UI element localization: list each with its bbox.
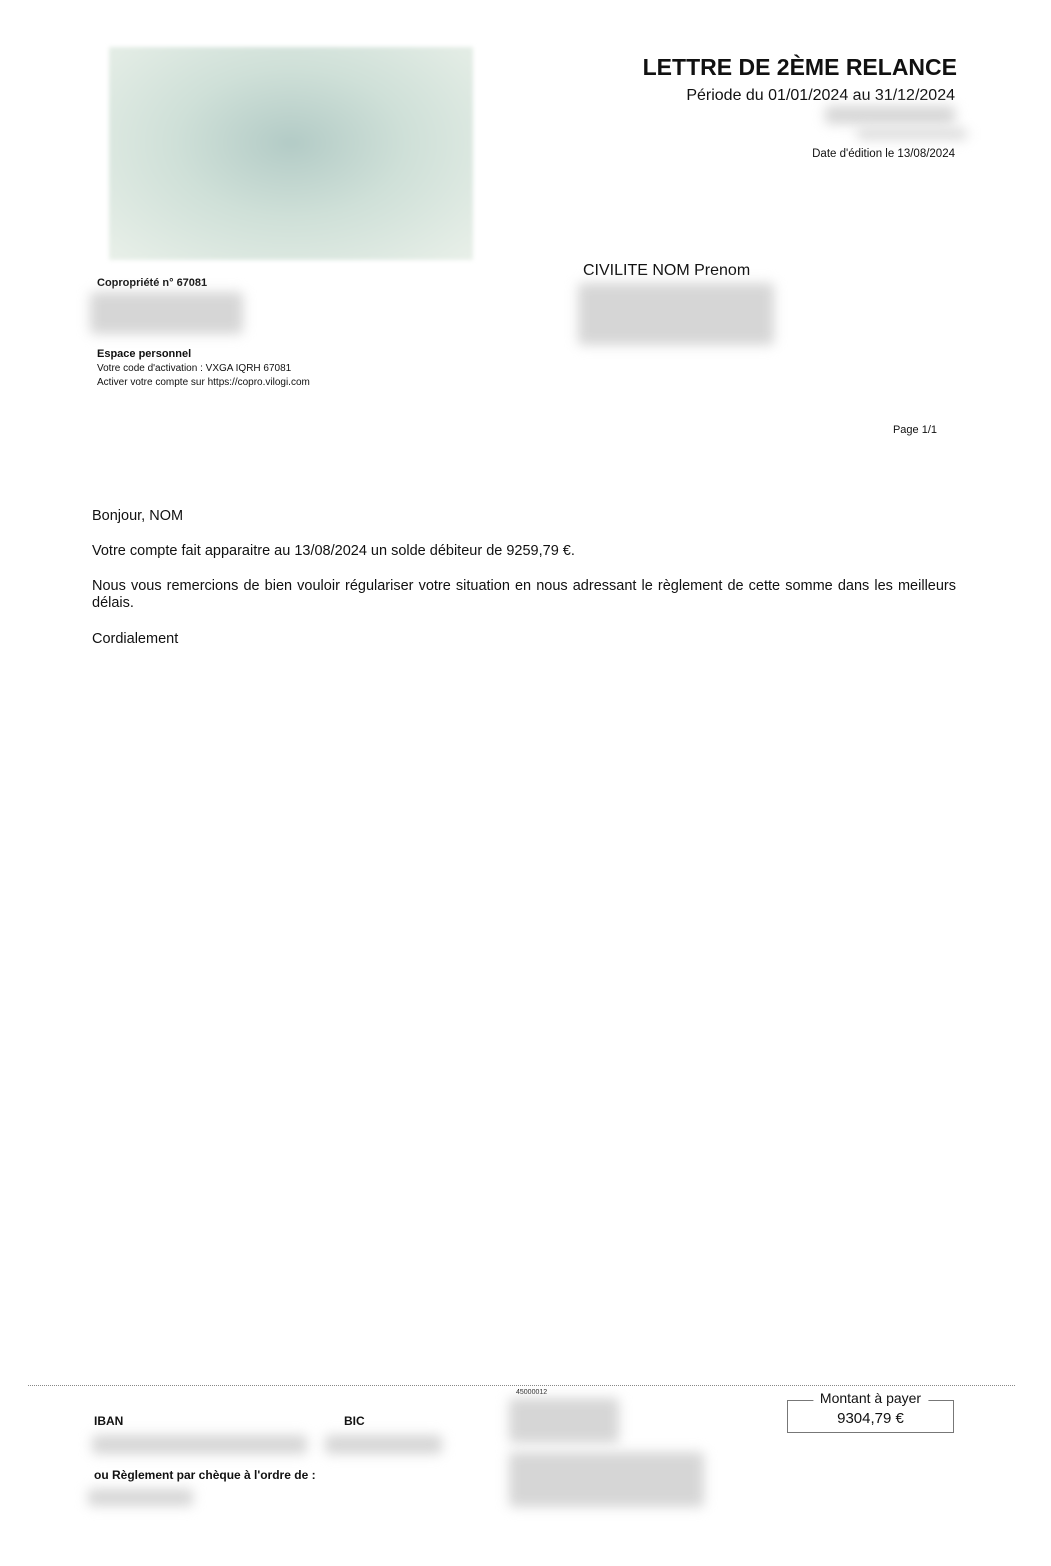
redacted-barcode <box>509 1398 619 1443</box>
amount-to-pay-box <box>787 1390 954 1433</box>
letter-balance-line: Votre compte fait apparaitre au 13/08/2024 un solde débiteur de 9259,79 €. <box>92 543 575 559</box>
espace-personnel-title: Espace personnel <box>97 348 192 360</box>
copropriete-number: Copropriété n° 67081 <box>97 277 208 289</box>
recipient-name: CIVILITE NOM Prenom <box>583 262 751 279</box>
redacted-reference-2 <box>857 129 967 139</box>
redacted-cheque-payee <box>88 1489 193 1506</box>
cheque-label: ou Règlement par chèque à l'ordre de : <box>94 1468 316 1482</box>
period-text: Période du 01/01/2024 au 31/12/2024 <box>686 87 955 104</box>
document-title: LETTRE DE 2ÈME RELANCE <box>642 54 957 80</box>
iban-label: IBAN <box>94 1414 124 1428</box>
activation-url: Activer votre compte sur https://copro.vilogi.com <box>97 377 310 388</box>
activation-code: Votre code d'activation : VXGA IQRH 67081 <box>97 363 292 374</box>
bic-label: BIC <box>344 1414 365 1428</box>
redacted-iban <box>92 1435 307 1454</box>
redacted-payee-address <box>509 1452 704 1507</box>
amount-value: 9304,79 € <box>837 1410 904 1427</box>
edition-date: Date d'édition le 13/08/2024 <box>812 148 955 160</box>
cut-line-divider <box>28 1385 1015 1386</box>
redacted-reference <box>825 106 955 124</box>
reference-code: 45000012 <box>516 1389 548 1396</box>
letter-greeting: Bonjour, NOM <box>92 508 184 524</box>
redacted-sender-address <box>90 292 243 334</box>
amount-label: Montant à payer <box>813 1390 928 1406</box>
redacted-bic <box>325 1435 442 1454</box>
page-number: Page 1/1 <box>892 424 937 436</box>
letter-request-line: Nous vous remercions de bien vouloir régulariser votre situation en nous adressant le règlement de cette somme dans les meilleurs délais. <box>92 578 956 611</box>
letter-closing: Cordialement <box>92 631 179 647</box>
company-logo <box>109 47 473 260</box>
redacted-recipient-address <box>578 283 774 345</box>
